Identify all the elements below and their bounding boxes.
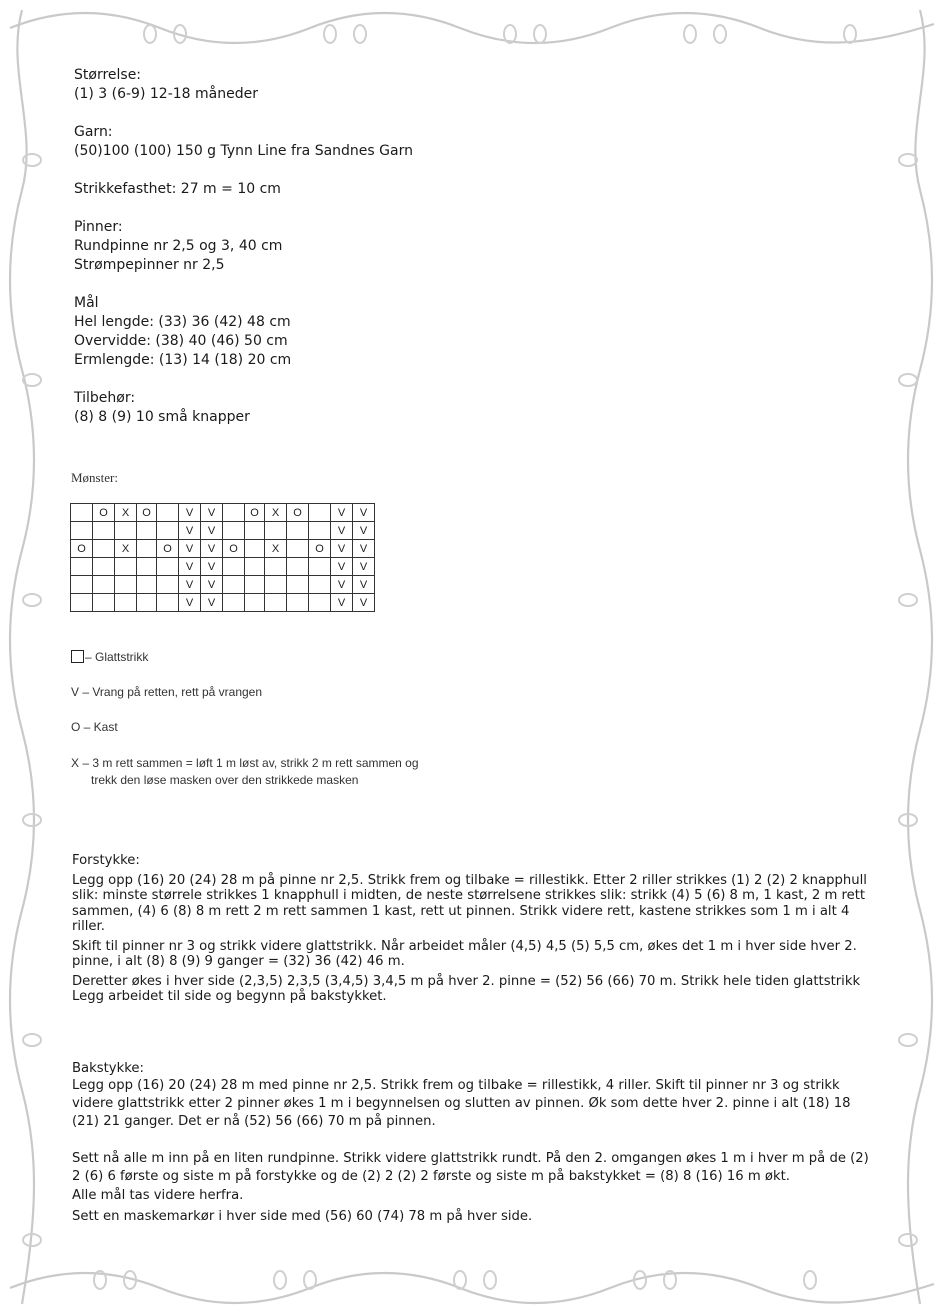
chart-cell: V	[353, 540, 375, 558]
chart-cell: O	[223, 540, 245, 558]
chart-cell	[93, 576, 115, 594]
chart-cell	[93, 522, 115, 540]
chart-cell	[115, 558, 137, 576]
chart-cell	[245, 522, 265, 540]
chart-cell	[157, 504, 179, 522]
chart-cell	[287, 576, 309, 594]
chart-cell	[71, 504, 93, 522]
spec-gauge	[74, 180, 281, 199]
gauge-value: Strikkefasthet: 27 m = 10 cm	[74, 181, 281, 197]
pattern-chart	[70, 503, 375, 612]
chart-cell: V	[179, 540, 201, 558]
needles-line-1: Rundpinne nr 2,5 og 3, 40 cm	[74, 238, 283, 254]
chart-row	[71, 504, 375, 522]
front-paragraph-1: Legg opp (16) 20 (24) 28 m på pinne nr 2,5. Strikk frem og tilbake = rillestikk. Etter 2 riller strikkes (1) 2 (2) 2 knapphull slik: minste størrele strikkes 1 knapphull i midten, de neste størrelsene strikkes slik: strikk (4) 5 (6) 8 m, 1 kast, 2 m rett sammen, (4) 6 (8) 8 m rett 2 m rett sammen 1 kast, rett ut pinnen. Strikk videre rett, kastene strikkes som 1 m i alt 4 riller.	[72, 872, 867, 934]
chart-cell	[265, 594, 287, 612]
chart-cell	[309, 558, 331, 576]
chart-cell: V	[331, 576, 353, 594]
chart-cell: O	[157, 540, 179, 558]
spec-size	[74, 66, 258, 104]
chart-cell: V	[331, 522, 353, 540]
chart-cell	[245, 594, 265, 612]
chart-cell: V	[353, 558, 375, 576]
size-label: Størrelse:	[74, 67, 142, 83]
yarn-value: (50)100 (100) 150 g Tynn Line fra Sandnes Garn	[74, 143, 413, 159]
chart-cell: O	[137, 504, 157, 522]
chart-cell: V	[331, 540, 353, 558]
measure-line-2: Overvidde: (38) 40 (46) 50 cm	[74, 333, 288, 349]
chart-cell	[309, 522, 331, 540]
chart-row	[71, 594, 375, 612]
chart-cell	[265, 576, 287, 594]
chart-cell: V	[201, 558, 223, 576]
chart-cell	[93, 558, 115, 576]
section-back	[72, 1061, 878, 1229]
chart-cell: V	[353, 594, 375, 612]
chart-row	[71, 540, 375, 558]
chart-cell	[245, 576, 265, 594]
legend-v	[71, 684, 262, 701]
measure-line-3: Ermlengde: (13) 14 (18) 20 cm	[74, 352, 292, 368]
legend-stockinette	[71, 649, 148, 666]
accessories-label: Tilbehør:	[74, 390, 136, 406]
back-paragraph-3: Alle mål tas videre herfra.	[72, 1187, 244, 1203]
front-paragraph-4: Legg arbeidet til side og begynn på bakstykket.	[72, 989, 387, 1004]
chart-cell	[309, 504, 331, 522]
chart-cell	[137, 576, 157, 594]
pattern-grid	[70, 503, 375, 612]
chart-cell: O	[309, 540, 331, 558]
chart-row	[71, 522, 375, 540]
chart-cell	[71, 558, 93, 576]
chart-cell: V	[331, 594, 353, 612]
chart-cell: V	[179, 594, 201, 612]
chart-cell: V	[179, 558, 201, 576]
chart-cell: O	[245, 504, 265, 522]
chart-cell: V	[353, 504, 375, 522]
chart-cell: X	[265, 504, 287, 522]
chart-cell	[287, 522, 309, 540]
chart-cell	[309, 594, 331, 612]
chart-cell	[287, 594, 309, 612]
back-heading: Bakstykke:	[72, 1061, 144, 1076]
chart-cell: V	[201, 594, 223, 612]
legend-x-line-2: trekk den løse masken over den strikkede masken	[91, 773, 359, 787]
chart-cell	[137, 522, 157, 540]
chart-cell	[157, 558, 179, 576]
chart-cell: V	[179, 522, 201, 540]
chart-cell: X	[265, 540, 287, 558]
chart-cell: V	[201, 540, 223, 558]
chart-cell	[137, 594, 157, 612]
chart-cell: O	[71, 540, 93, 558]
chart-cell	[245, 558, 265, 576]
back-paragraph-2: Sett nå alle m inn på en liten rundpinne. Strikk videre glattstrikk rundt. På den 2. omgangen økes 1 m i hver m på de (2) 2 (6) 6 første og siste m på forstykke og de (2) 2 (2) 2 første og siste m på bakstykket = (8) 8 (16) 16 m økt.	[72, 1150, 869, 1184]
chart-cell	[265, 522, 287, 540]
legend-v-text: V – Vrang på retten, rett på vrangen	[71, 685, 263, 699]
chart-title: Mønster:	[71, 470, 118, 485]
front-heading: Forstykke:	[72, 853, 140, 868]
chart-cell	[157, 594, 179, 612]
back-paragraph-1: Legg opp (16) 20 (24) 28 m med pinne nr 2,5. Strikk frem og tilbake = rillestikk, 4 riller. Skift til pinner nr 3 og strikk videre glattstrikk etter 2 pinner økes 1 m i begynnelsen og slutten av pinnen. Øk som dette hver 2. pinne i alt (18) 18 (21) 21 ganger. Det er nå (52) 56 (66) 70 m på pinnen.	[72, 1077, 851, 1129]
chart-cell	[223, 558, 245, 576]
chart-cell	[245, 540, 265, 558]
chart-cell: O	[287, 504, 309, 522]
section-front	[72, 853, 878, 1009]
chart-cell	[137, 540, 157, 558]
legend-o	[71, 719, 118, 736]
yarn-label: Garn:	[74, 124, 113, 140]
chart-cell: V	[179, 576, 201, 594]
chart-cell	[93, 540, 115, 558]
measure-line-1: Hel lengde: (33) 36 (42) 48 cm	[74, 314, 291, 330]
chart-cell: V	[331, 504, 353, 522]
legend-stockinette-text: – Glattstrikk	[85, 650, 149, 664]
chart-cell	[115, 576, 137, 594]
chart-cell: X	[115, 540, 137, 558]
chart-cell: V	[353, 522, 375, 540]
spec-yarn	[74, 123, 413, 161]
chart-cell	[115, 522, 137, 540]
front-paragraph-3: Deretter økes i hver side (2,3,5) 2,3,5 (3,4,5) 3,4,5 m på hver 2. pinne = (52) 56 (66) 70 m. Strikk hele tiden glattstrikk	[72, 973, 861, 989]
chart-cell	[223, 504, 245, 522]
accessories-value: (8) 8 (9) 10 små knapper	[74, 409, 250, 425]
chart-cell	[287, 540, 309, 558]
chart-cell	[309, 576, 331, 594]
chart-cell: V	[201, 504, 223, 522]
back-paragraph-4: Sett en maskemarkør i hver side med (56) 60 (74) 78 m på hver side.	[72, 1209, 533, 1224]
chart-cell	[157, 522, 179, 540]
chart-cell	[287, 558, 309, 576]
measure-label: Mål	[74, 295, 99, 311]
chart-cell: V	[179, 504, 201, 522]
chart-cell	[157, 576, 179, 594]
chart-cell	[223, 594, 245, 612]
legend-o-text: O – Kast	[71, 720, 118, 734]
needles-line-2: Strømpepinner nr 2,5	[74, 257, 225, 273]
spec-measurements	[74, 294, 291, 370]
chart-cell: V	[353, 576, 375, 594]
chart-cell	[115, 594, 137, 612]
chart-cell: V	[331, 558, 353, 576]
empty-square-icon	[71, 650, 84, 663]
chart-cell: O	[93, 504, 115, 522]
chart-cell: X	[115, 504, 137, 522]
legend-x	[71, 755, 419, 789]
needles-label: Pinner:	[74, 219, 123, 235]
size-value: (1) 3 (6-9) 12-18 måneder	[74, 86, 258, 102]
chart-cell	[223, 576, 245, 594]
front-paragraph-2: Skift til pinner nr 3 og strikk videre glattstrikk. Når arbeidet måler (4,5) 4,5 (5) 5,5 cm, økes det 1 m i hver side hver 2. pinne, i alt (8) 8 (9) 9 ganger = (32) 36 (42) 46 m.	[72, 938, 857, 969]
chart-cell: V	[201, 576, 223, 594]
spec-accessories	[74, 389, 250, 427]
chart-cell: V	[201, 522, 223, 540]
chart-cell	[223, 522, 245, 540]
chart-row	[71, 576, 375, 594]
chart-row	[71, 558, 375, 576]
chart-cell	[93, 594, 115, 612]
legend-x-line-1: X – 3 m rett sammen = løft 1 m løst av, strikk 2 m rett sammen og	[71, 756, 419, 770]
spec-needles	[74, 218, 282, 275]
chart-cell	[71, 522, 93, 540]
chart-cell	[137, 558, 157, 576]
chart-cell	[71, 594, 93, 612]
chart-cell	[71, 576, 93, 594]
chart-cell	[265, 558, 287, 576]
